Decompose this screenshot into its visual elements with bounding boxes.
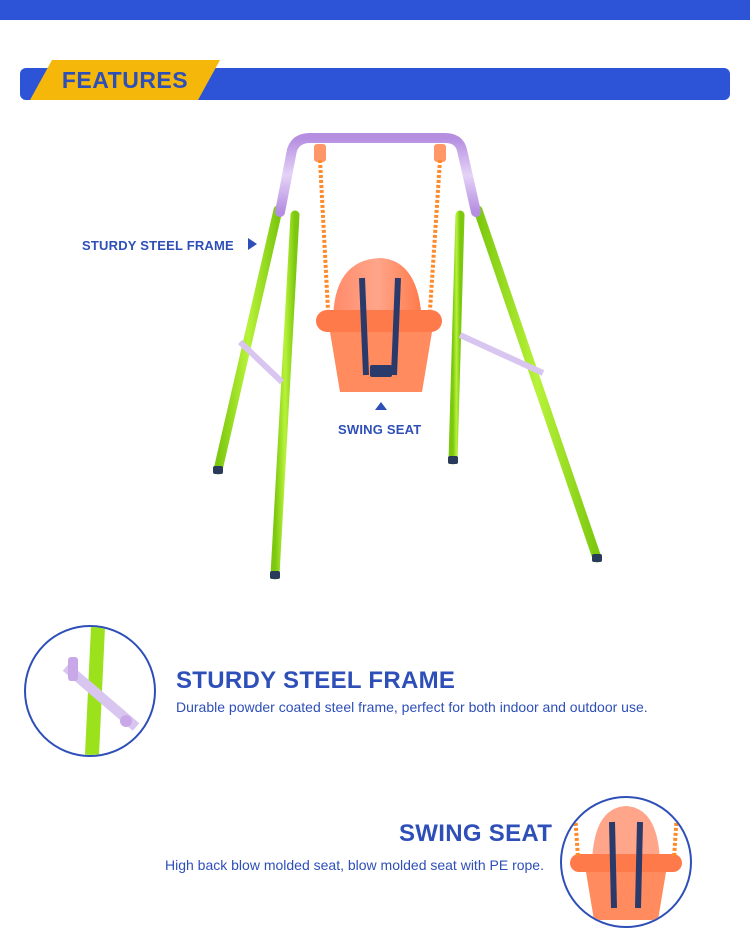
- seat-callout-label: SWING SEAT: [338, 422, 422, 437]
- seat-feature-title: SWING SEAT: [399, 820, 553, 847]
- frame-detail-image: [24, 625, 156, 757]
- seat-hanger-left: [314, 144, 326, 162]
- seat-detail-image: [560, 796, 692, 928]
- seat-hanger-right: [434, 144, 446, 162]
- frame-feature-title: STURDY STEEL FRAME: [176, 667, 456, 694]
- frame-callout-label: STURDY STEEL FRAME: [82, 238, 234, 253]
- frame-top-bar: [280, 138, 476, 212]
- seat-feature-description: High back blow molded seat, blow molded seat with PE rope.: [165, 857, 544, 873]
- seat-strap: [362, 278, 366, 375]
- frame-feature-description: Durable powder coated steel frame, perfect for both indoor and outdoor use.: [176, 699, 648, 715]
- frame-front-right-leg: [478, 210, 597, 558]
- seat-ring: [316, 310, 442, 332]
- foot-cap: [592, 554, 602, 562]
- seat-closeup-icon: [562, 798, 690, 926]
- triangle-up-icon: [375, 402, 387, 410]
- seat-buckle: [370, 365, 392, 377]
- frame-joint-icon: [26, 627, 154, 755]
- seat-strap: [394, 278, 398, 375]
- seat-bottom: [330, 332, 432, 392]
- foot-cap: [270, 571, 280, 579]
- triangle-right-icon: [248, 238, 257, 250]
- frame-back-left-leg: [275, 215, 295, 575]
- foot-cap: [213, 466, 223, 474]
- top-accent-bar: [0, 0, 750, 20]
- rope-left: [320, 160, 328, 310]
- foot-cap: [448, 456, 458, 464]
- features-heading: FEATURES: [61, 66, 189, 93]
- rope-right: [430, 160, 440, 310]
- swing-illustration: [150, 110, 630, 590]
